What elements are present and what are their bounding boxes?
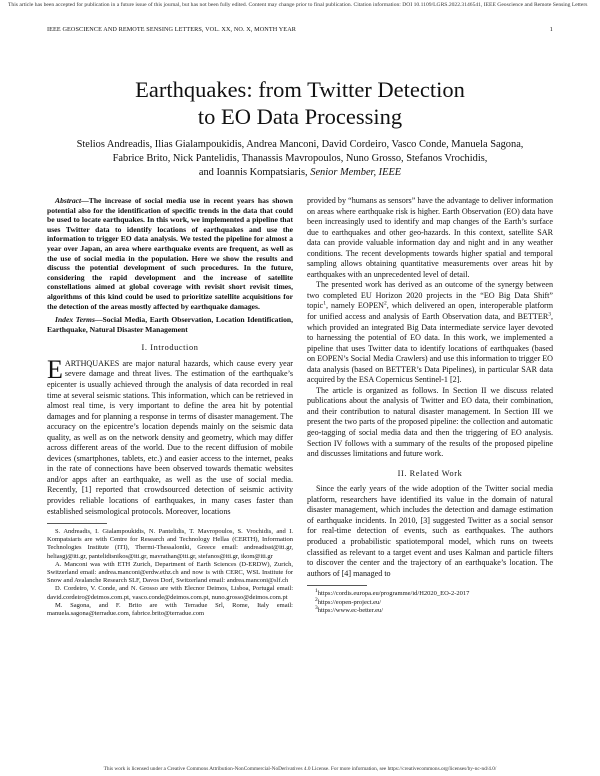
footnote-url[interactable]: https://eopen-project.eu/ (317, 598, 382, 606)
right-paragraph-3: The article is organized as follows. In Section II we discuss related publications about the analysis of Twitter and EO data, their combination, and their contribution to natural disaster management. In Section III we present the two parts of the proposed pipeline: the collection and automatic geo-tagging of social media data and then the triggering of EO analysis. Section IV follows with a summary of the results of the proposed pipeline and discusses limitations and future work. (307, 385, 553, 459)
paper-title (40, 76, 560, 130)
license-notice: This work is licensed under a Creative Commons Attribution-NonCommercial-NoDerivatives 4.0 License. For more information, see https://creativecommons.org/licenses/by-nc-nd/4.0/ (103, 766, 497, 772)
affiliation-note: D. Cordeiro, V. Conde, and N. Grosso are with Elecnor Deimos, Lisboa, Portugal email: david.cordeiro@deimos.com.pt, vasco.conde@deimos.com.pt, nuno.grosso@deimos.com.pt (47, 585, 293, 601)
footnote-number: 3 (315, 604, 318, 611)
footnote-ref: 1 (323, 300, 326, 307)
footnote-divider (307, 585, 367, 586)
introduction-paragraph (47, 354, 293, 517)
index-terms: Index Terms—Social Media, Earth Observation, Location Identification, Earthquake, Natural Disaster Management (47, 315, 294, 334)
journal-name: IEEE GEOSCIENCE AND REMOTE SENSING LETTERS, VOL. XX, NO. X, MONTH YEAR (47, 26, 296, 33)
section-heading-related-work: II. Related Work (397, 468, 463, 478)
drop-cap: E (47, 354, 63, 384)
abstract-label: Abstract (55, 196, 82, 205)
p2-part-b: , namely EOPEN (325, 301, 384, 311)
footnote-ref: 2 (384, 300, 387, 307)
footnote (307, 587, 553, 598)
footnote (307, 596, 553, 607)
p2-part-d: , which provided an integrated Big Data intermediate service layer devoted to harnessing the potential of EO data. In this work, we implemented a pipeline that uses Twitter data to identify locations of earthquakes (based on EOPEN’s Social Media Crawlers) and use this information to trigger EO data analysis (based on BETTER’s Data Pipelines), in particular SAR data acquired by the ESA Copernicus Sentinel-1 [2]. (307, 312, 553, 385)
footnote (307, 604, 553, 615)
authors-line-3-names: and Ioannis Kompatsiaris, (198, 166, 308, 178)
intro-first-word: ARTHQUAKES (64, 358, 120, 368)
title-line-1: Earthquakes: from Twitter Detection (135, 77, 465, 102)
p2-part-c: , which delivered an open, interoperable platform for unified access and analysis of Earth Observation data, and BETTER (307, 301, 553, 322)
author-role: Senior Member, IEEE (310, 166, 402, 178)
index-terms-text: Social Media, Earth Observation, Location Identification, Earthquake, Natural Disaster Management (47, 315, 294, 334)
affiliation-note: A. Manconi was with ETH Zurich, Department of Earth Sciences (D-ERDW), Zurich, Switzerland email: andrea.manconi@erdw.ethz.ch and now is with CERC, WSL Institute for Snow and Avalanche Research SLF, Davos Dorf, Switzerland email: andrea.manconi@slf.ch (47, 560, 293, 585)
index-terms-label: Index Terms (55, 315, 95, 325)
section-heading-introduction: I. Introduction (141, 343, 199, 353)
author-list (40, 138, 560, 179)
page-number: 1 (549, 26, 553, 33)
publication-notice: This article has been accepted for publication in a future issue of this journal, but has not been fully edited. Content may change prior to final publication. Citation information: DOI 10.1109/LGRS.2022.3146541, IEEE Geoscience and Remote Sensing Letters (8, 2, 588, 8)
footnote-number: 1 (315, 587, 318, 594)
title-line-2: to EO Data Processing (197, 104, 403, 129)
affiliation-note: M. Sagona, and F. Brito are with Terradue Srl, Rome, Italy email: manuela.sagona@terradue.com, fabrice.brito@terradue.com (47, 601, 293, 618)
right-paragraph-2 (307, 280, 553, 385)
footnote-url[interactable]: https://cordis.europa.eu/programme/id/H2020_EO-2-2017 (317, 590, 470, 598)
authors-line-3 (40, 166, 560, 180)
left-column (47, 196, 293, 618)
footnote-url[interactable]: https://www.ec-better.eu/ (317, 606, 384, 614)
authors-line-1: Stelios Andreadis, Ilias Gialampoukidis, Andrea Manconi, David Cordeiro, Vasco Conde, Manuela Sagona, (76, 139, 524, 150)
right-column (307, 196, 553, 615)
affiliation-note: S. Andreadis, I. Gialampoukidis, N. Pantelidis, T. Mavropoulos, S. Vrochidis, and I. Kompatsiaris are with Centre for Research and Technology Hellas (CERTH), Information Technologies Institute (ITI), Thermi-Thessaloniki, Greece email: andreadisst@iti.gr, heliasgj@iti.gr, pantelidisnikos@iti.gr, mavrathan@iti.gr, stefanos@iti.gr, ikom@iti.gr (47, 528, 293, 560)
running-head (47, 26, 553, 33)
abstract-text: The increase of social media use in recent years has shown potential also for the identification of specific trends in the data that could be used to locate earthquakes. In this work, we implemented a pipeline that uses Twitter data to identify locations of earthquakes and use the information to trigger EO data analysis. We tested the pipeline for almost a year over Japan, an area where earthquake events are frequent, as well as the use of social media in the population. Here we show the results and discuss the potential development of such procedures. In the future, considering the rapid development and the increase of satellite constellations aimed at global coverage with revisit short revisit times, algorithms of this kind could be used to prioritize satellite acquisitions for the detection of the areas mostly affected by earthquake damages. (47, 196, 293, 311)
footnote-number: 2 (315, 596, 318, 603)
right-paragraph-1: provided by “humans as sensors” have the advantage to deliver information on areas where earthquake risk is higher. Earth Observation (EO) data have been increasingly used to identify and map changes of the Earth’s surface due to earthquakes and other geo-hazards. In this context, satellite SAR data can provide valuable information day and night and in any weather conditions. The recent developments towards higher spatial and temporal sampling allows obtaining quantitative measurements over areas hit by earthquakes with an unprecedented level of detail. (307, 196, 553, 279)
related-work-paragraph: Since the early years of the wide adoption of the Twitter social media platform, researchers have identified its value in the domain of natural disaster management, which includes the detection and damage estimation of earthquake incidents. In 2010, [3] suggested Twitter as a social sensor for real-time detection of events, such as earthquakes. The authors produced a probabilistic spatiotemporal model, which runs on tweets classified as relevant to a target event and uses Kalman and particle filters to discover the center and the trajectory of an earthquake’s location. The authors of [4] managed to (307, 484, 553, 578)
intro-text: are major natural hazards, which cause every year severe damage and threat lives. The estimation of the earthquake’s epicenter is usually achieved through the analysis of data recorded in real time at several seismic stations. This information, which can be retrieved in almost real time, is very important to define the area hit by potential damages and for planning a response in terms of disaster management. The accuracy on the epicentre’s location depends mainly on the seismic data quality, as well as on the network density and geometry, which may differ across different areas of the world. Due to the recent diffusion of mobile devices (smartphones, tablets, etc.) and easier access to the internet, peaks in the rate of connections have been observed towards thematic websites and/or apps after an earthquake, as well as the use of social media. Recently, [1] reported that crowdsourced detection of seismic activity provides reliable locations of earthquakes, in many cases faster than established seismological protocols. Moreover, locations (47, 358, 293, 516)
abstract: Abstract—The increase of social media use in recent years has shown potential also for the identification of specific trends in the data that could be used to locate earthquakes. In this work, we implemented a pipeline that uses Twitter data to identify locations of earthquakes and use the information to trigger EO data analysis. We tested the pipeline for almost a year over Japan, an area where earthquake events are frequent, as well as the use of social media in the population. Here we show the results and discuss the potential development of such procedures. In the future, considering the rapid development and the increase of satellite constellations aimed at global coverage with revisit short revisit times, algorithms of this kind could be used to prioritize satellite acquisitions for the detection of the areas mostly affected by earthquake damages. (47, 196, 293, 311)
footnote-divider (47, 523, 107, 524)
authors-line-2: Fabrice Brito, Nick Pantelidis, Thanassis Mavropoulos, Nuno Grosso, Stefanos Vrochidis, (112, 152, 488, 164)
footnote-ref: 3 (548, 311, 551, 318)
p2-part-a: The presented work has derived as an outcome of the synergy between two completed EU Horizon 2020 projects in the “EO Big Data Shift” topic (307, 280, 553, 311)
